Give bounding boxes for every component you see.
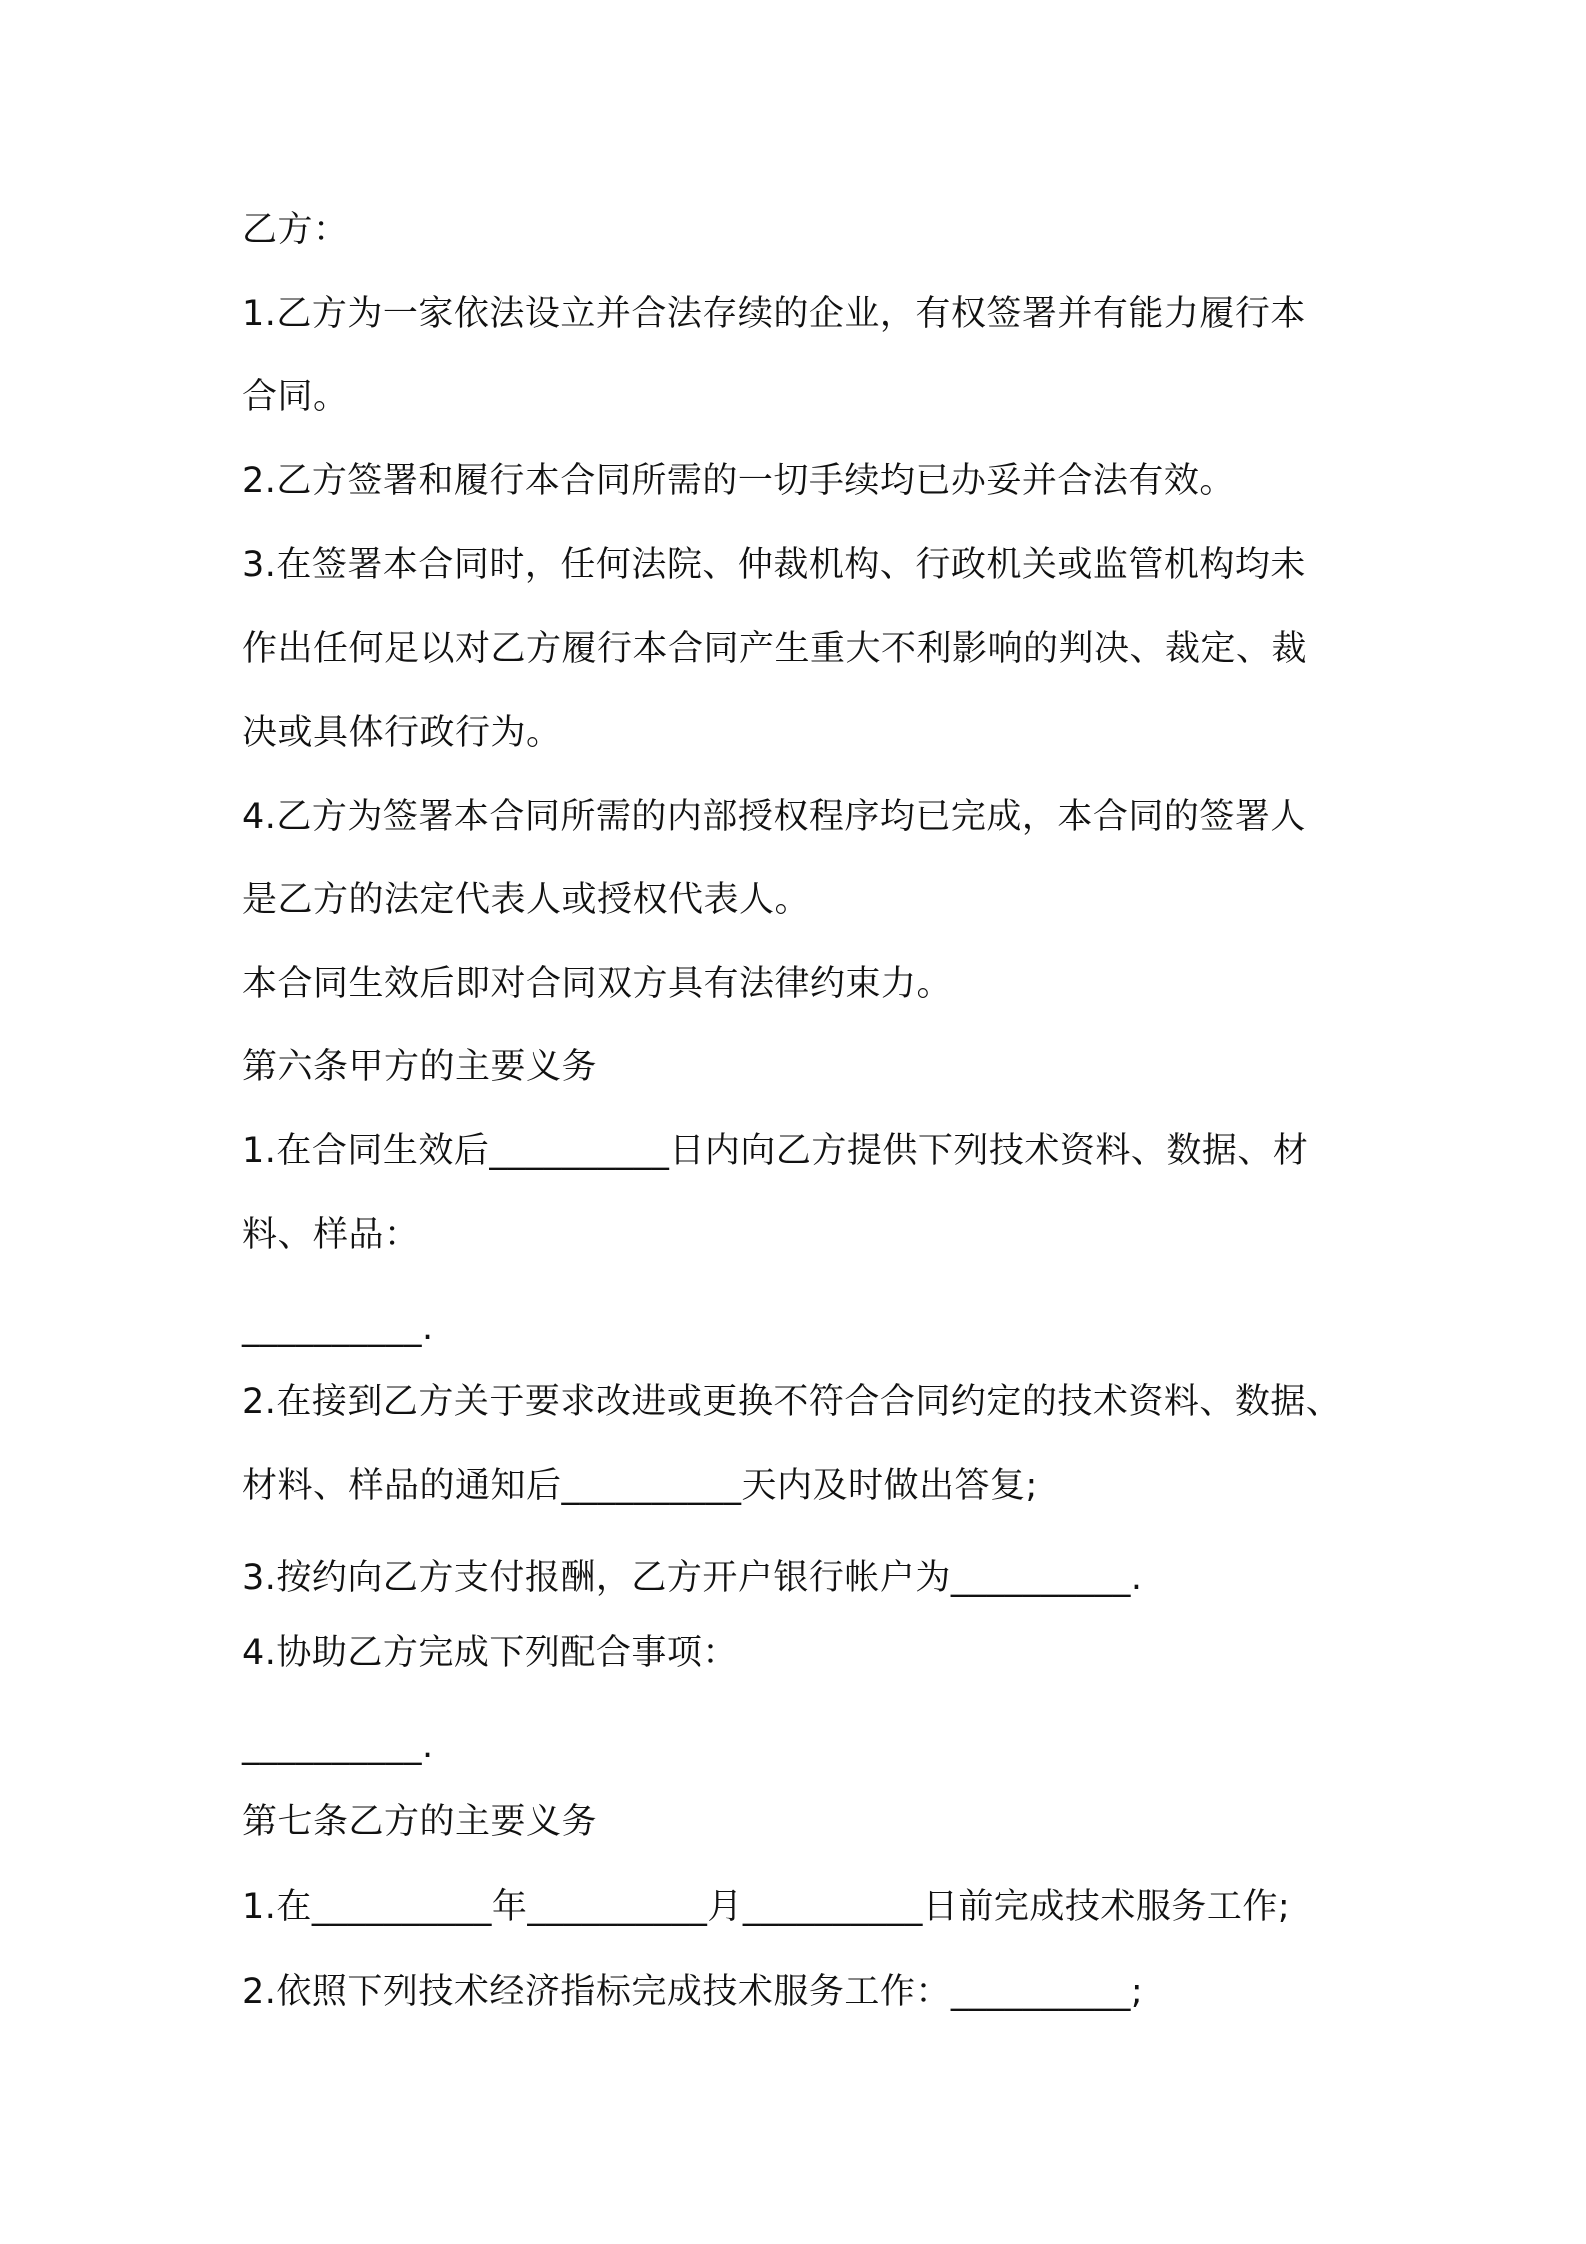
article-6-item1-line1: 1.在合同生效后__________日内向乙方提供下列技术资料、数据、材 <box>242 1131 1309 1171</box>
binding-statement: 本合同生效后即对合同双方具有法律约束力。 <box>242 964 953 1004</box>
clause-b4-line2: 是乙方的法定代表人或授权代表人。 <box>242 880 811 920</box>
article-6-item1-line2: 料、样品： <box>242 1215 420 1255</box>
clause-b3-line3: 决或具体行政行为。 <box>242 713 562 753</box>
clause-b1-line2: 合同。 <box>242 377 349 417</box>
article-6-item3: 3.按约向乙方支付报酬，乙方开户银行帐户为__________. <box>242 1558 1143 1598</box>
clause-b3-line2: 作出任何足以对乙方履行本合同产生重大不利影响的判决、裁定、裁 <box>242 629 1308 669</box>
article-6-item2-line2: 材料、样品的通知后__________天内及时做出答复; <box>242 1466 1038 1506</box>
article-6-item4-blank: __________. <box>242 1726 434 1766</box>
article-6-item1-blank: __________. <box>242 1308 434 1348</box>
article-7-item1: 1.在__________年__________月__________日前完成技术服务工作; <box>242 1887 1291 1927</box>
article-7-item2: 2.依照下列技术经济指标完成技术服务工作：__________; <box>242 1972 1144 2012</box>
article-6-item2-line1: 2.在接到乙方关于要求改进或更换不符合合同约定的技术资料、数据、 <box>242 1382 1342 1422</box>
clause-b1-line1: 1.乙方为一家依法设立并合法存续的企业，有权签署并有能力履行本 <box>242 294 1306 334</box>
article-6-heading: 第六条甲方的主要义务 <box>242 1047 598 1087</box>
clause-b2: 2.乙方签署和履行本合同所需的一切手续均已办妥并合法有效。 <box>242 461 1235 501</box>
clause-b4-line1: 4.乙方为签署本合同所需的内部授权程序均已完成，本合同的签署人 <box>242 797 1306 837</box>
article-7-heading: 第七条乙方的主要义务 <box>242 1802 598 1842</box>
clause-b3-line1: 3.在签署本合同时，任何法院、仲裁机构、行政机关或监管机构均未 <box>242 545 1306 585</box>
party-b-heading: 乙方： <box>242 210 349 250</box>
article-6-item4: 4.协助乙方完成下列配合事项： <box>242 1633 738 1673</box>
